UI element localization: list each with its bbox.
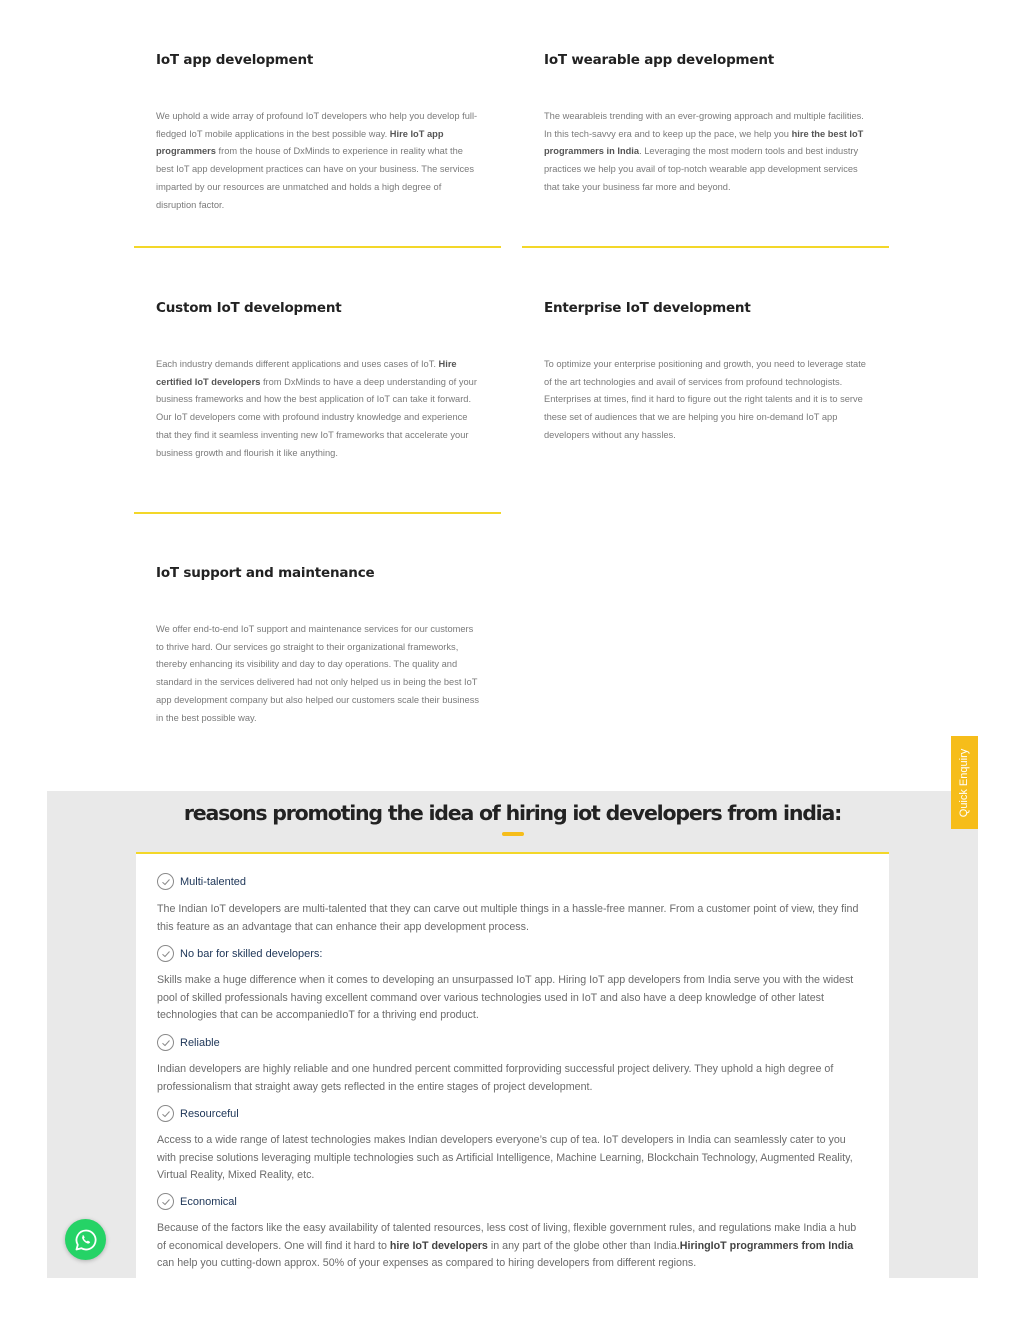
service-card-iot-app-development bbox=[134, 52, 501, 250]
reason-heading-no-bar-for-skilled-developers bbox=[157, 945, 322, 962]
reason-label: Reliable bbox=[180, 1036, 220, 1049]
reasons-section bbox=[47, 791, 978, 1278]
reason-heading-resourceful bbox=[157, 1105, 239, 1122]
service-card-iot-wearable-app-development bbox=[522, 52, 889, 250]
whatsapp-button[interactable] bbox=[65, 1219, 106, 1260]
service-title: Custom IoT development bbox=[156, 300, 342, 316]
reason-description: Access to a wide range of latest technologies makes Indian developers everyone’s cup of tea. IoT developers in India can seamlessly cater to you with precise solutions leveraging multiple technologies such as Artificial Intelligence, Machine Learning, Blockchain Technology, Augmented Reality, Virtual Reality, Mixed Reality, etc. bbox=[157, 1134, 853, 1182]
service-link-text[interactable]: Hire certified IoT developers bbox=[156, 359, 457, 387]
reason-description: Because of the factors like the easy availability of talented resources, less cost of living, flexible government rules, and regulations make India a hub of economical developers. One will find it hard to hire IoT developers in any part of the globe other than India.HiringIoT programmers from India can help you cutting-down approx. 50% of your expenses as compared to hiring developers from different regions. bbox=[157, 1222, 857, 1270]
service-title: IoT support and maintenance bbox=[156, 565, 375, 581]
service-link-text[interactable]: Hire IoT app programmers bbox=[156, 128, 444, 157]
reason-heading-economical bbox=[157, 1193, 237, 1210]
reason-label: Resourceful bbox=[180, 1107, 239, 1120]
service-card-iot-support-and-maintenance bbox=[134, 565, 501, 755]
check-circle-icon bbox=[157, 873, 174, 890]
service-title: IoT wearable app development bbox=[544, 52, 775, 68]
service-description: To optimize your enterprise positioning and growth, you need to leverage state of the art technologies and avail of services from profound technologists. Enterprises at times, find it hard to figure out the right talents and it is to serve these set of audiences that we are helping you hire on-demand IoT app developers without any hassles. bbox=[544, 359, 866, 440]
title-accent-bar bbox=[502, 832, 524, 836]
reasons-panel bbox=[136, 852, 889, 1278]
reason-description: Indian developers are highly reliable and one hundred percent committed forproviding successful project delivery. They uphold a high degree of professionalism that straight away gets reflected in the entire stages of project development. bbox=[157, 1063, 834, 1093]
service-description: We uphold a wide array of profound IoT developers who help you develop full-fledged IoT mobile applications in the best possible way. Hire IoT app programmers from the house of DxMinds to experience in reality what the best IoT app development practices can have on your business. The services imparted by our resources are unmatched and holds a high degree of disruption factor. bbox=[156, 111, 478, 210]
card-underline bbox=[134, 512, 501, 514]
check-circle-icon bbox=[157, 1105, 174, 1122]
service-description: The wearableis trending with an ever-growing approach and multiple facilities. In this tech-savvy era and to keep up the pace, we help you hire the best IoT programmers in India. Leveraging the most modern tools and best industry practices we help you avail of top-notch wearable app development services that take your business far more and beyond. bbox=[544, 111, 864, 192]
reason-heading-multi-talented bbox=[157, 873, 246, 890]
reason-heading-reliable bbox=[157, 1034, 220, 1051]
quick-enquiry-label: Quick Enquiry bbox=[958, 748, 971, 817]
service-card-enterprise-iot-development bbox=[522, 300, 889, 480]
check-circle-icon bbox=[157, 1034, 174, 1051]
service-description: Each industry demands different applications and uses cases of IoT. Hire certified IoT developers from DxMinds to have a deep understanding of your business frameworks and how the best application of IoT can take it forward. Our IoT developers come with profound industry knowledge and experience that they find it seamless inventing new IoT frameworks that accelerate your business growth and flourish it like anything. bbox=[156, 359, 477, 458]
reason-label: Multi-talented bbox=[180, 875, 247, 888]
reason-description: Skills make a huge difference when it comes to developing an unsurpassed IoT app. Hiring IoT app developers from India serve you with the widest pool of skilled professionals having excellent command over various technologies used in IoT and also have a deep knowledge of other latest technologies that can be accompaniedIoT for a thriving end product. bbox=[157, 974, 854, 1022]
service-title: Enterprise IoT development bbox=[544, 300, 751, 316]
service-description: We offer end-to-end IoT support and maintenance services for our customers to thrive hard. Our services go straight to their organizational frameworks, thereby enhancing its visibility and day to day operations. The quality and standard in the services delivered had not only helped us in being the best IoT app development company but also helped our customers scale their business in the best possible way. bbox=[156, 624, 479, 723]
service-card-custom-iot-development bbox=[134, 300, 501, 516]
reason-description: The Indian IoT developers are multi-talented that they can carve out multiple things in a hassle-free manner. From a customer point of view, they find this feature as an advantage that can enhance their app development process. bbox=[157, 903, 859, 933]
card-underline bbox=[522, 246, 889, 248]
whatsapp-icon bbox=[74, 1228, 98, 1252]
hire-iot-developers-link[interactable]: hire IoT developers bbox=[389, 1239, 488, 1252]
card-underline bbox=[134, 246, 501, 248]
reason-label: Economical bbox=[180, 1195, 237, 1208]
check-circle-icon bbox=[157, 1193, 174, 1210]
section-title: reasons promoting the idea of hiring iot developers from india: bbox=[183, 801, 842, 825]
reason-label: No bar for skilled developers: bbox=[180, 947, 323, 960]
hiring-iot-programmers-link[interactable]: HiringIoT programmers from India bbox=[679, 1239, 854, 1252]
quick-enquiry-tab[interactable] bbox=[951, 736, 978, 829]
check-circle-icon bbox=[157, 945, 174, 962]
service-title: IoT app development bbox=[156, 52, 314, 68]
service-link-text[interactable]: hire the best IoT programmers in India bbox=[544, 128, 864, 157]
